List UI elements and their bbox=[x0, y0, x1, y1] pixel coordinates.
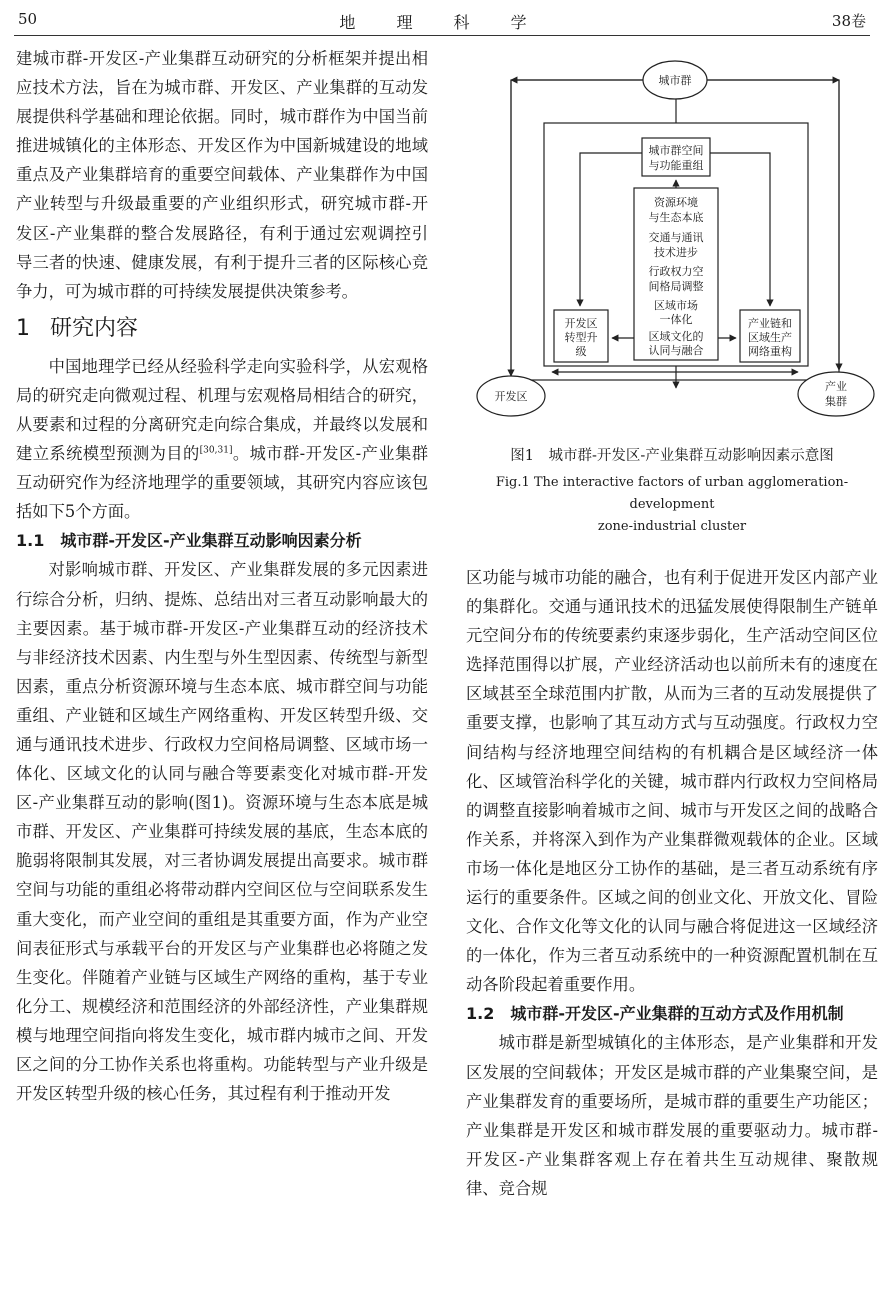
factor-label: 一体化 bbox=[659, 313, 693, 326]
factor-label: 资源环境 bbox=[654, 196, 698, 209]
left-column bbox=[16, 44, 428, 1108]
paragraph-subsection-1-2: 城市群是新型城镇化的主体形态，是产业集群和开发区发展的空间载体；开发区是城市群的产业集聚空间，是产业集群发育的重要场所，是城市群的重要生产功能区；产业集群是开发区和城市群发展的重要驱动力。城市群-开发区-产业集群客观上存在着共生互动规律、聚散规律、竞合规 bbox=[466, 1033, 878, 1198]
caption-english bbox=[466, 472, 878, 538]
box-label: 产业链和 bbox=[748, 317, 792, 330]
section-heading bbox=[16, 312, 428, 346]
subsection-title: 城市群-开发区-产业集群的互动方式及作用机制 bbox=[510, 1004, 844, 1024]
box-label: 网络重构 bbox=[748, 345, 792, 358]
node-label: 开发区 bbox=[494, 390, 528, 403]
factor-label: 行政权力空 bbox=[648, 265, 704, 278]
section-title: 研究内容 bbox=[50, 315, 139, 341]
factor-label: 认同与融合 bbox=[648, 344, 704, 357]
section-number: 1 bbox=[16, 315, 30, 341]
paragraph-intro: 建城市群-开发区-产业集群互动研究的分析框架并提出相应技术方法，旨在为城市群、开发区、产业集群的互动发展提供科学基础和理论依据。同时，城市群作为中国当前推进城镇化的主体形态、开发区作为中国新城建设的地域重点及产业集群培育的重要空间载体、产业集群作为中国产业转型与升级最重要的产业组织形式，研究城市群-开发区-产业集群的整合发展路径，有利于通过宏观调控引导三者的快速、健康发展，有利于提升三者的区际核心竞争力，可为城市群的可持续发展提供决策参考。 bbox=[16, 49, 428, 301]
box-label: 转型升 bbox=[564, 331, 598, 344]
header-rule bbox=[14, 35, 870, 36]
paragraph-text: 。城市群-开发区-产业集群互动研究作为经济地理学的重要领域，其研究内容应该包括如下5个方面。 bbox=[16, 444, 428, 522]
subsection-heading-1-1 bbox=[16, 526, 428, 555]
factor-label: 间格局调整 bbox=[648, 280, 704, 293]
node-label: 产业 bbox=[825, 380, 847, 393]
box-label: 城市群空间 bbox=[648, 144, 704, 157]
right-column bbox=[466, 563, 878, 1203]
subsection-number: 1.1 bbox=[16, 531, 45, 551]
paragraph-continued: 区功能与城市功能的融合，也有利于促进开发区内部产业的集群化。交通与通讯技术的迅猛发展使得限制生产链单元空间分布的传统要素约束逐步弱化，生产活动空间区位选择范围得以扩展，产业经济活动也以前所未有的速度在区域甚至全球范围内扩散，从而为三者的互动发展提供了重要支撑，也影响了其互动方式与互动强度。行政权力空间结构与经济地理空间结构的有机耦合是区域经济一体化、区域管治科学化的关键，城市群内行政权力空间格局的调整直接影响着城市之间、城市与开发区之间的战略合作关系，并将深入到作为产业集群微观载体的企业。区域市场一体化是地区分工协作的基础，是三者互动系统有序运行的重要条件。区域之间的创业文化、开放文化、冒险文化、合作文化等文化的认同与融合将促进这一区域经济的一体化，作为三者互动系统中的一种资源配置机制在互动各阶段起着重要作用。 bbox=[466, 568, 878, 995]
figure-1-diagram bbox=[470, 50, 880, 430]
factor-label: 区域市场 bbox=[654, 299, 698, 312]
arrow bbox=[580, 153, 642, 306]
box-label: 与功能重组 bbox=[648, 159, 704, 172]
journal-title: 地 理 科 学 bbox=[339, 13, 545, 32]
citation-ref: [30,31] bbox=[199, 445, 233, 456]
paragraph-section-1 bbox=[16, 352, 428, 527]
box-label: 级 bbox=[575, 345, 587, 358]
page-number: 50 bbox=[18, 10, 38, 28]
node-industrial-cluster bbox=[798, 372, 874, 416]
caption-english-line: Fig.1 The interactive factors of urban agglomeration-development bbox=[495, 475, 849, 512]
paragraph-subsection-1-1: 对影响城市群、开发区、产业集群发展的多元因素进行综合分析，归纳、提炼、总结出对三者互动影响最大的主要因素。基于城市群-开发区-产业集群互动的经济技术与非经济技术因素、内生型与外生型因素、传统型与新型因素，重点分析资源环境与生态本底、城市群空间与功能重组、产业链和区域生产网络重构、开发区转型升级、交通与通讯技术进步、行政权力空间格局调整、区域市场一体化、区域文化的认同与融合等要素变化对城市群-开发区-产业集群互动的影响(图1)。资源环境与生态本底是城市群、开发区、产业集群可持续发展的基底，生态本底的脆弱将限制其发展，对三者协调发展提出高要求。城市群空间与功能的重组必将带动群内空间区位与空间联系发生重大变化，而产业空间的重组是其重要方面，作为产业空间表征形式与承载平台的开发区与产业集群也必将随之发生变化。伴随着产业链与区域生产网络的重构，基于专业化分工、规模经济和范围经济的外部经济性，产业集群规模与地理空间指向将发生变化，城市群内城市之间、开发区之间的分工协作关系也将重构。功能转型与产业升级是开发区转型升级的核心任务，其过程有利于推动开发 bbox=[16, 560, 428, 1104]
box-label: 区域生产 bbox=[748, 331, 792, 344]
factor-label: 交通与通讯 bbox=[648, 231, 704, 244]
factor-label: 与生态本底 bbox=[648, 211, 704, 224]
caption-chinese: 图1 城市群-开发区-产业集群互动影响因素示意图 bbox=[510, 448, 834, 464]
box-label: 开发区 bbox=[564, 317, 598, 330]
arrow bbox=[710, 153, 770, 306]
subsection-number: 1.2 bbox=[466, 1004, 495, 1024]
node-label: 集群 bbox=[825, 395, 847, 408]
page-header bbox=[14, 4, 870, 34]
caption-english-line: zone-industrial cluster bbox=[597, 519, 747, 534]
node-label: 城市群 bbox=[658, 74, 692, 87]
paragraph-text: 中国地理学已经从经验科学走向实验科学，从宏观格局的研究走向微观过程、机理与宏观格局相结合的研究，从要素和过程的分离研究走向综合集成，并最终以发展和建立系统模型预测为目的 bbox=[16, 356, 428, 464]
subsection-title: 城市群-开发区-产业集群互动影响因素分析 bbox=[60, 531, 362, 551]
factor-label: 技术进步 bbox=[654, 246, 698, 259]
subsection-heading-1-2 bbox=[466, 999, 878, 1028]
factor-label: 区域文化的 bbox=[648, 330, 704, 343]
figure-caption bbox=[466, 444, 878, 538]
volume-label: 38卷 bbox=[831, 12, 866, 30]
